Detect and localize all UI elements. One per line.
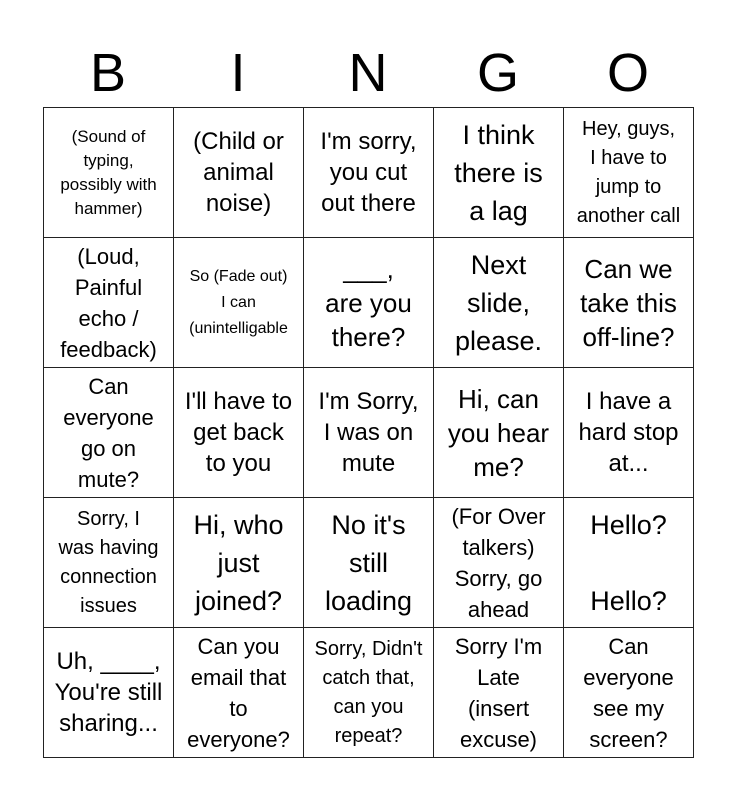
- grid-row: [44, 238, 694, 368]
- cell-text: I think there is a lag: [454, 119, 543, 226]
- grid-row: [44, 108, 694, 238]
- bingo-grid: [43, 107, 694, 758]
- bingo-cell[interactable]: [304, 368, 434, 498]
- bingo-cell[interactable]: [174, 108, 304, 238]
- bingo-cell[interactable]: [174, 238, 304, 368]
- cell-text: ___, are you there?: [325, 253, 412, 352]
- cell-text: (For Over talkers) Sorry, go ahead: [451, 503, 546, 622]
- bingo-cell[interactable]: [304, 108, 434, 238]
- header-letter-o: O: [606, 43, 649, 103]
- cell-text: (Child or animal noise): [193, 128, 284, 217]
- cell-text: Can we take this off-line?: [580, 253, 677, 352]
- cell-text: Can everyone see my screen?: [583, 633, 674, 752]
- bingo-cell[interactable]: [564, 368, 694, 498]
- grid-row: [44, 368, 694, 498]
- grid-row: [44, 498, 694, 628]
- header-letter-b: B: [89, 43, 127, 103]
- bingo-cell[interactable]: [44, 108, 174, 238]
- bingo-cell[interactable]: [44, 628, 174, 758]
- header-letter-g: G: [476, 43, 519, 103]
- cell-text: Sorry, Didn't catch that, can you repeat?: [314, 637, 423, 747]
- bingo-cell[interactable]: [44, 368, 174, 498]
- bingo-cell[interactable]: [44, 498, 174, 628]
- cell-text: Hi, can you hear me?: [447, 383, 550, 482]
- cell-text: I'm Sorry, I was on mute: [318, 388, 419, 477]
- bingo-cell[interactable]: [304, 498, 434, 628]
- bingo-cell[interactable]: [564, 628, 694, 758]
- cell-text: Can you email that to everyone?: [187, 633, 290, 752]
- cell-text: So (Fade out) I can (unintelligable: [189, 267, 288, 337]
- bingo-header: [43, 38, 693, 108]
- cell-text: Hi, who just joined?: [193, 509, 284, 616]
- grid-row: [44, 628, 694, 758]
- cell-text: Uh, ____, You're still sharing...: [54, 648, 163, 737]
- cell-text: (Loud, Painful echo / feedback): [60, 243, 157, 362]
- bingo-cell[interactable]: [564, 498, 694, 628]
- cell-text: I'll have to get back to you: [184, 388, 293, 477]
- cell-text: (Sound of typing, possibly with hammer): [60, 126, 157, 218]
- bingo-cell[interactable]: [304, 628, 434, 758]
- bingo-cell[interactable]: [174, 498, 304, 628]
- bingo-cell[interactable]: [434, 368, 564, 498]
- cell-text: Sorry I'm Late (insert excuse): [454, 633, 543, 752]
- cell-text: Hey, guys, I have to jump to another call: [576, 117, 681, 227]
- cell-text: Next slide, please.: [454, 249, 543, 356]
- header-letter-n: N: [348, 43, 388, 103]
- bingo-cell[interactable]: [434, 628, 564, 758]
- cell-text: I'm sorry, you cut out there: [320, 128, 417, 217]
- bingo-cell[interactable]: [174, 368, 304, 498]
- cell-text: Hello? Hello?: [590, 509, 667, 616]
- bingo-cell[interactable]: [434, 108, 564, 238]
- cell-text: Can everyone go on mute?: [63, 373, 154, 492]
- cell-text: Sorry, I was having connection issues: [58, 507, 159, 617]
- cell-text: No it's still loading: [324, 509, 413, 616]
- bingo-cell[interactable]: [174, 628, 304, 758]
- bingo-cell[interactable]: [44, 238, 174, 368]
- bingo-cell[interactable]: [434, 498, 564, 628]
- bingo-cell[interactable]: [564, 108, 694, 238]
- bingo-cell[interactable]: [304, 238, 434, 368]
- bingo-cell[interactable]: [434, 238, 564, 368]
- cell-text: I have a hard stop at...: [578, 388, 679, 477]
- header-letter-i: I: [230, 43, 246, 103]
- bingo-cell[interactable]: [564, 238, 694, 368]
